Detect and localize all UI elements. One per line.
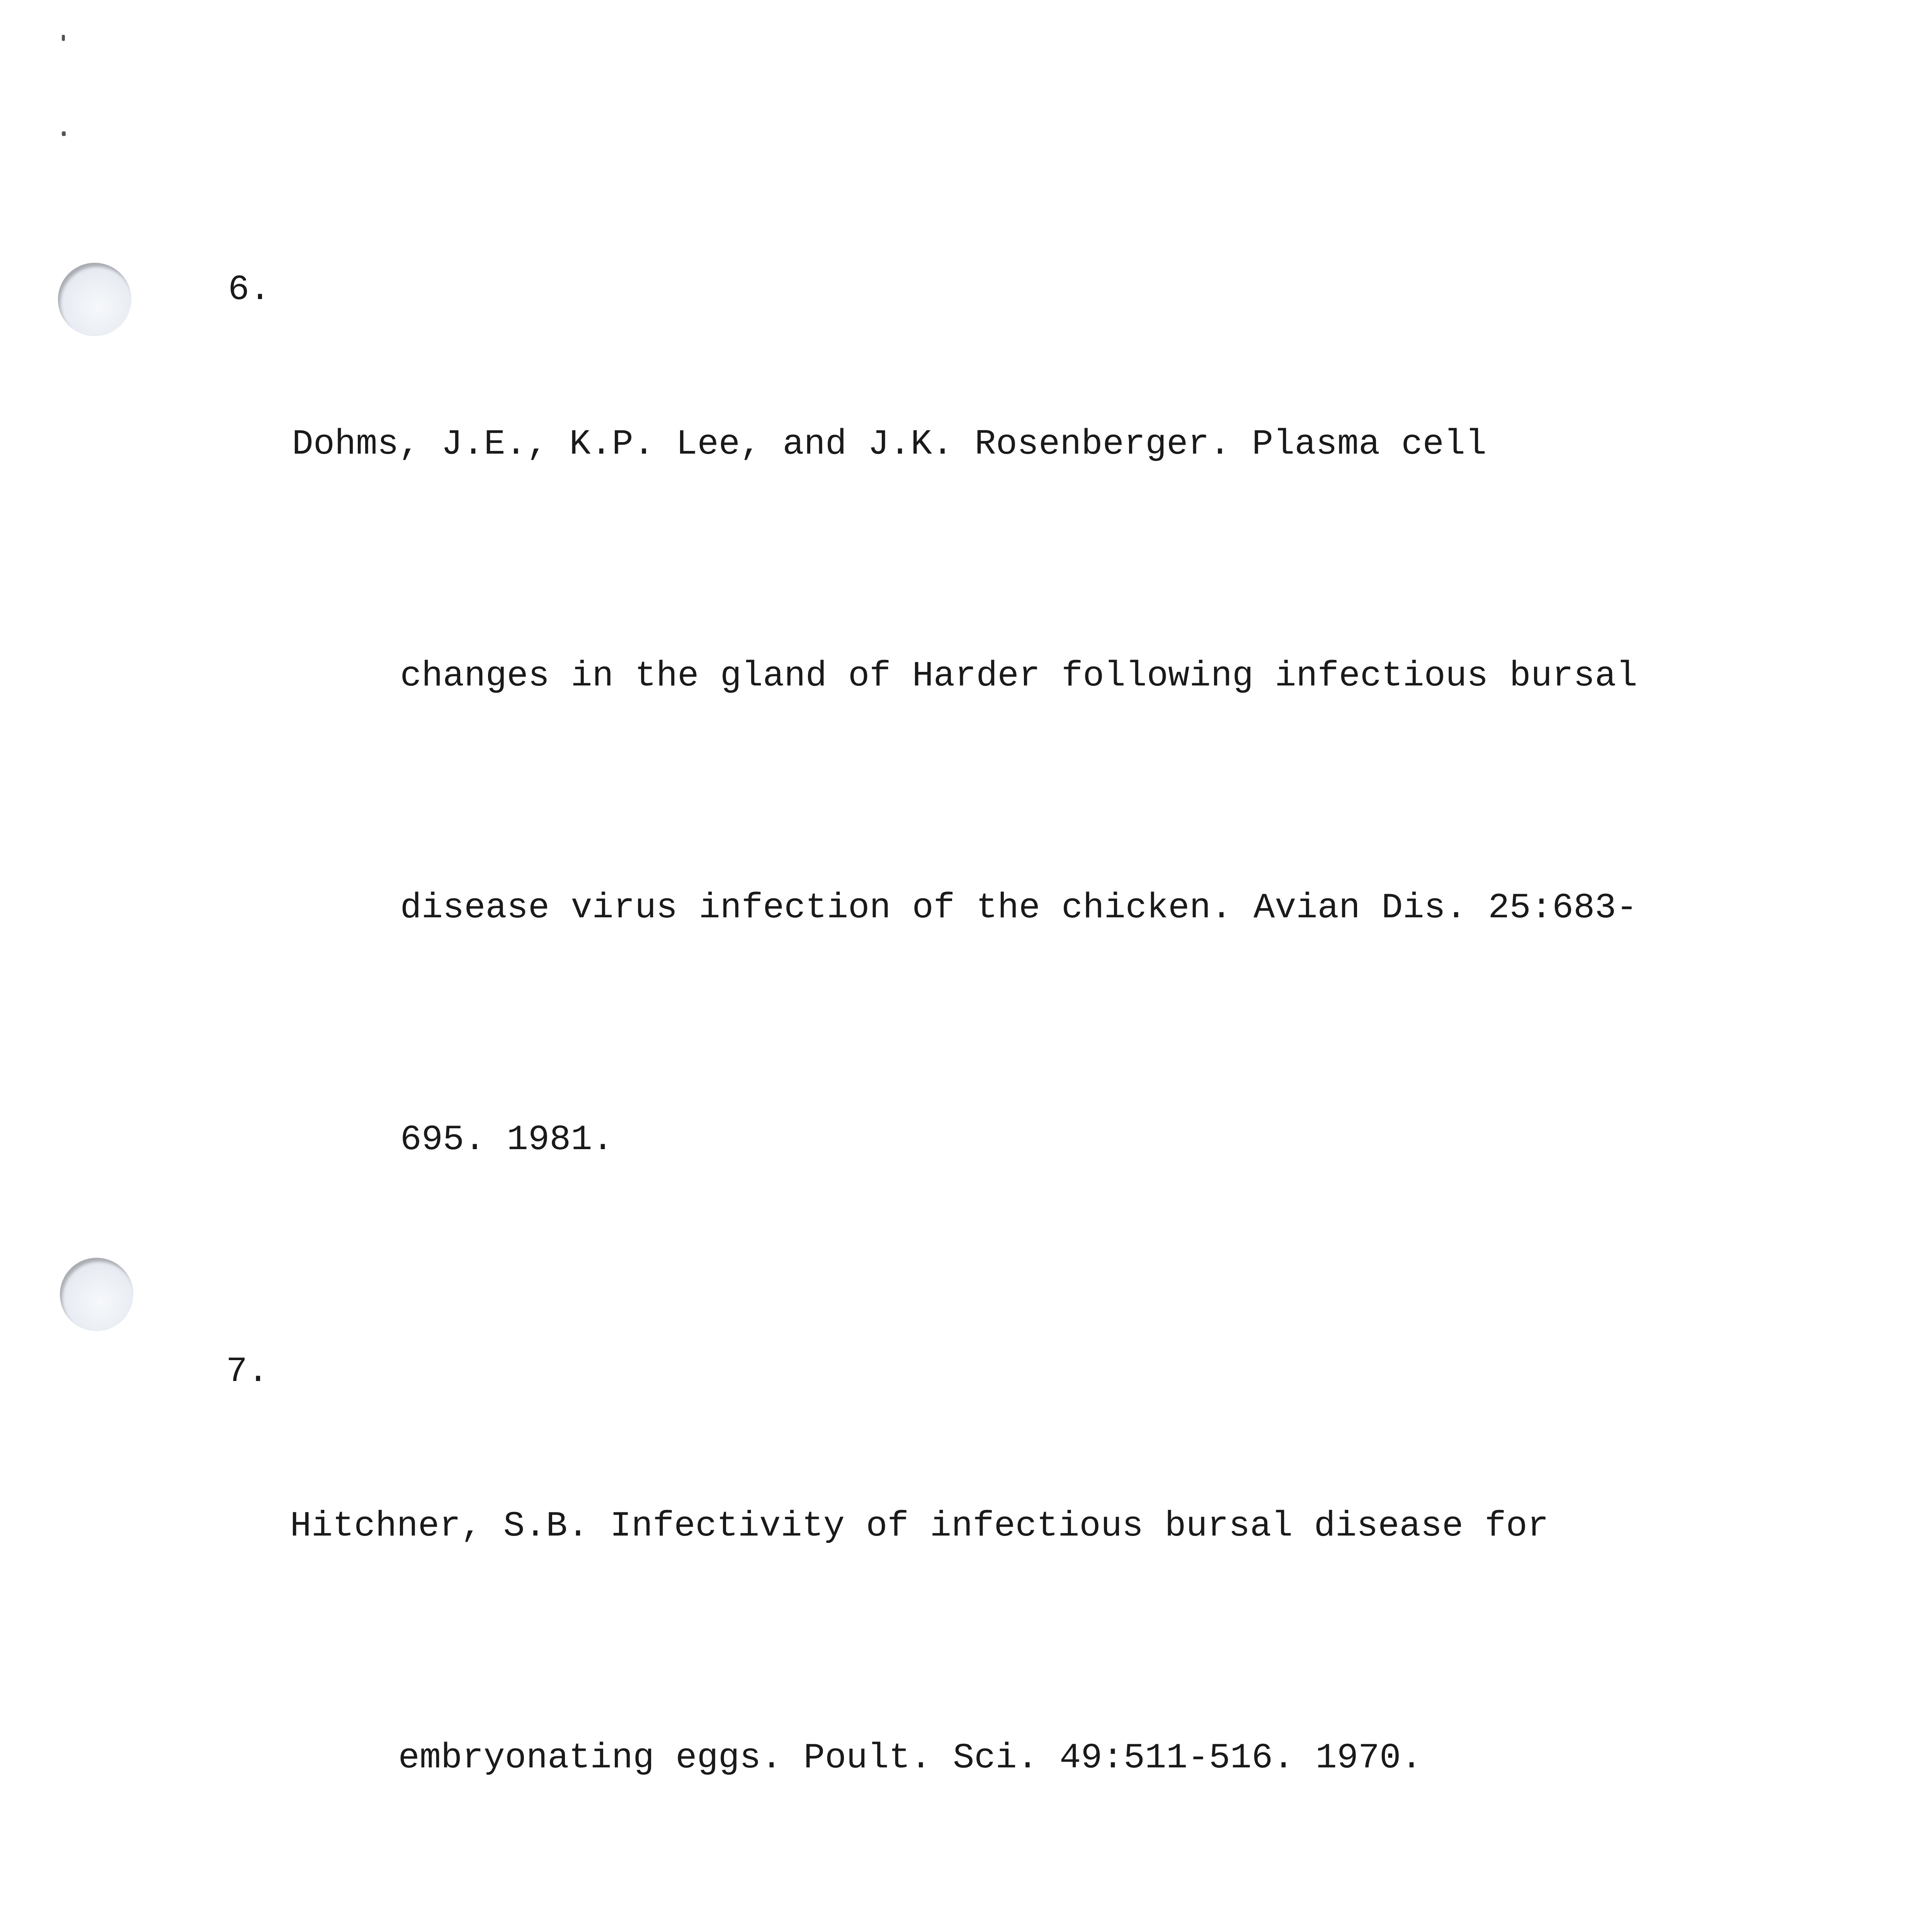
reference-line: embryonating eggs. Poult. Sci. 49:511-516. 1970. — [398, 1738, 1422, 1778]
reference-item-7 — [226, 1333, 1774, 1932]
reference-line: disease virus infection of the chicken. Avian Dis. 25:683- — [400, 888, 1638, 928]
reference-body — [292, 251, 1638, 1333]
reference-number: 6. — [228, 269, 271, 310]
reference-line: changes in the gland of Harder following infectious bursal — [400, 656, 1638, 696]
reference-body — [290, 1333, 1549, 1932]
punch-hole-icon — [58, 263, 131, 336]
scan-speck — [62, 131, 66, 136]
reference-item-6 — [228, 251, 1774, 1333]
reference-number: 7. — [226, 1351, 269, 1392]
reference-list — [228, 251, 1774, 1932]
reference-line: Dohms, J.E., K.P. Lee, and J.K. Rosenberger. Plasma cell — [292, 424, 1487, 464]
reference-line: Hitchner, S.B. Infectivity of infectious bursal disease for — [290, 1506, 1549, 1546]
scan-speck — [62, 35, 65, 41]
punch-hole-icon — [60, 1258, 133, 1331]
reference-line: 695. 1981. — [400, 1119, 614, 1160]
